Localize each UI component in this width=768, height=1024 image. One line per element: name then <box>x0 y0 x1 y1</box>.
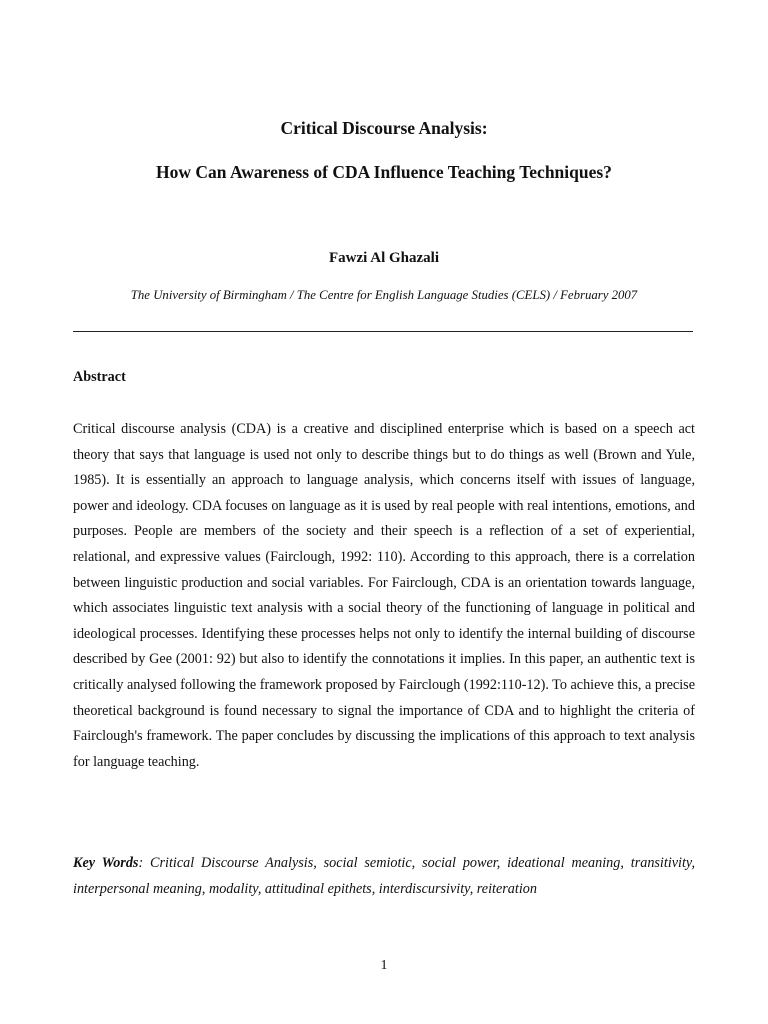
keywords-label: Key Words <box>73 855 139 871</box>
author-affiliation: The University of Birmingham / The Centre for English Language Studies (CELS) / February 2007 <box>130 288 638 302</box>
page-number: 1 <box>380 958 388 973</box>
paper-title-line-2: How Can Awareness of CDA Influence Teaching Techniques? <box>156 162 612 182</box>
abstract-body: Critical discourse analysis (CDA) is a creative and disciplined enterprise which is based on a speech act theory that says that language is used not only to describe things but to do things as well (Brown and Yule, 1985). It is essentially an approach to language analysis, which concerns itself with issues of language, power and ideology. CDA focuses on language as it is used by real people with real intentions, emotions, and purposes. People are members of the society and their speech is a reflection of a set of experiential, relational, and expressive values (Fairclough, 1992: 110). According to this approach, there is a correlation between linguistic production and social variables. For Fairclough, CDA is an orientation towards language, which associates linguistic text analysis with a social theory of the functioning of language in political and ideological processes. Identifying these processes helps not only to identify the internal building of discourse described by Gee (2001: 92) but also to identify the connotations it implies. In this paper, an authentic text is critically analysed following the framework proposed by Fairclough (1992:110-12). To achieve this, a precise theoretical background is found necessary to signal the importance of CDA and to highlight the criteria of Fairclough's framework. The paper concludes by discussing the implications of this approach to text analysis for language teaching. <box>73 421 695 770</box>
keywords-separator: : <box>138 855 151 871</box>
paper-title-line-1: Critical Discourse Analysis: <box>280 118 488 138</box>
author-name: Fawzi Al Ghazali <box>329 250 439 266</box>
keywords-text: Critical Discourse Analysis, social semiotic, social power, ideational meaning, transitivity, interpersonal meaning, modality, attitudinal epithets, interdiscursivity, reiteration <box>73 855 695 897</box>
horizontal-divider <box>73 331 693 332</box>
abstract-heading: Abstract <box>73 369 126 385</box>
keywords-paragraph <box>73 851 695 902</box>
